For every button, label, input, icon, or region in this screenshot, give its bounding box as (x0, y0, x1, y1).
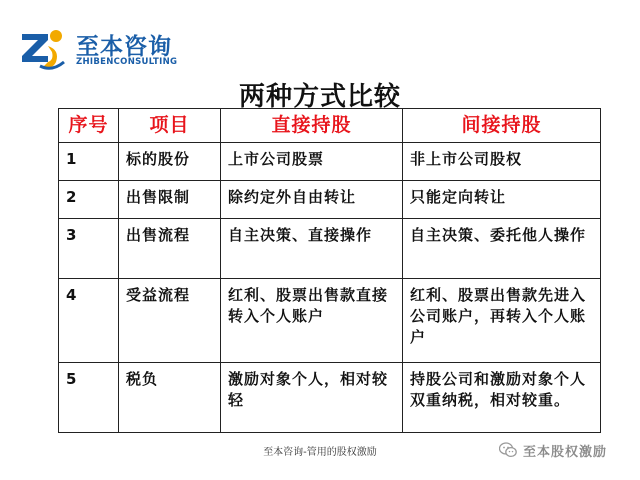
cell-no: 1 (59, 143, 119, 181)
cell-direct: 红利、股票出售款直接转入个人账户 (221, 279, 403, 363)
cell-item: 标的股份 (119, 143, 221, 181)
header-item: 项目 (119, 109, 221, 143)
cell-indirect: 非上市公司股权 (403, 143, 601, 181)
cell-indirect: 只能定向转让 (403, 181, 601, 219)
cell-direct: 自主决策、直接操作 (221, 219, 403, 279)
table-row (59, 219, 601, 279)
cell-no: 4 (59, 279, 119, 363)
logo-name-cn: 至本咨询 (76, 34, 172, 60)
table-header-row (59, 109, 601, 143)
logo (18, 26, 218, 72)
cell-no: 5 (59, 363, 119, 433)
cell-indirect: 自主决策、委托他人操作 (403, 219, 601, 279)
watermark-text: 至本股权激励 (523, 444, 608, 460)
cell-direct: 上市公司股票 (221, 143, 403, 181)
header-indirect: 间接持股 (403, 109, 601, 143)
cell-indirect: 红利、股票出售款先进入公司账户，再转入个人账户 (403, 279, 601, 363)
cell-indirect: 持股公司和激励对象个人双重纳税，相对较重。 (403, 363, 601, 433)
cell-item: 税负 (119, 363, 221, 433)
cell-item: 出售流程 (119, 219, 221, 279)
cell-direct: 激励对象个人，相对较轻 (221, 363, 403, 433)
logo-mark-icon (18, 26, 70, 72)
cell-item: 受益流程 (119, 279, 221, 363)
table-row (59, 363, 601, 433)
header-direct: 直接持股 (221, 109, 403, 143)
table-row (59, 279, 601, 363)
cell-direct: 除约定外自由转让 (221, 181, 403, 219)
table-row (59, 143, 601, 181)
cell-no: 2 (59, 181, 119, 219)
logo-name-en: ZHIBENCONSULTING (76, 57, 178, 67)
comparison-table (58, 108, 601, 433)
cell-item: 出售限制 (119, 181, 221, 219)
header-no: 序号 (59, 109, 119, 143)
footer-text: 至本咨询-管用的股权激励 (263, 447, 377, 458)
watermark (499, 439, 607, 461)
table-row (59, 181, 601, 219)
wechat-icon (499, 442, 517, 458)
cell-no: 3 (59, 219, 119, 279)
page-title: 两种方式比较 (238, 82, 401, 112)
